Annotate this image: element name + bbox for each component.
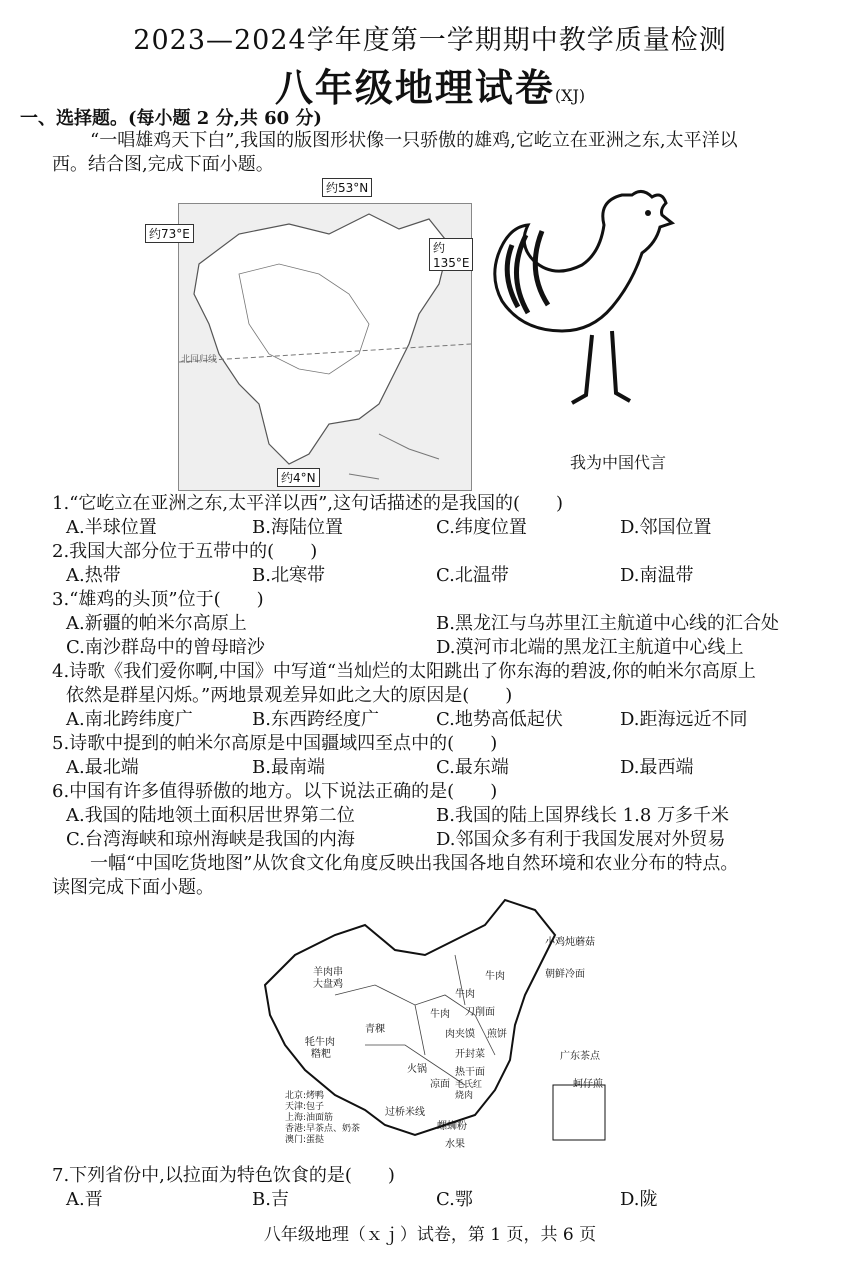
food-label: 牛肉 <box>455 989 475 1000</box>
option-c[interactable]: C.鄂 <box>436 1189 473 1210</box>
option-b[interactable]: B.最南端 <box>252 757 325 778</box>
option-b[interactable]: B.北寒带 <box>252 565 325 586</box>
food-label: 热干面 <box>455 1067 485 1078</box>
option-d[interactable]: D.距海远近不同 <box>620 709 748 730</box>
food-label: 广东茶点 <box>560 1051 600 1062</box>
food-legend: 北京:烤鸭 天津:包子 上海:油面筋 香港:早茶点、奶茶 澳门:蛋挞 <box>285 1091 361 1145</box>
tropic-label: 北回归线 <box>181 355 218 365</box>
option-d[interactable]: D.漠河市北端的黑龙江主航道中心线上 <box>436 637 744 658</box>
option-d[interactable]: D.陇 <box>620 1189 658 1210</box>
option-d[interactable]: D.邻国位置 <box>620 517 712 538</box>
food-label: 牦牛肉 <box>305 1037 335 1048</box>
option-d[interactable]: D.南温带 <box>620 565 694 586</box>
option-c[interactable]: C.地势高低起伏 <box>436 709 563 730</box>
food-label: 肉夹馍 <box>445 1029 475 1040</box>
option-a[interactable]: A.晋 <box>66 1189 103 1210</box>
food-label: 水果 <box>445 1139 465 1150</box>
rooster-caption: 我为中国代言 <box>570 453 667 472</box>
china-food-map <box>255 895 610 1150</box>
option-b[interactable]: B.海陆位置 <box>252 517 343 538</box>
food-label: 蚵仔煎 <box>573 1079 603 1090</box>
option-a[interactable]: A.热带 <box>66 565 121 586</box>
option-b[interactable]: B.黑龙江与乌苏里江主航道中心线的汇合处 <box>436 613 779 634</box>
china-extent-map <box>149 181 472 491</box>
intro-line: “一唱雄鸡天下白”,我国的版图形状像一只骄傲的雄鸡,它屹立在亚洲之东,太平洋以 <box>90 130 738 151</box>
question-stem-cont: 依然是群星闪烁。”两地景观差异如此之大的原因是( ) <box>66 685 513 706</box>
food-label: 螺蛳粉 <box>437 1121 467 1132</box>
option-b[interactable]: B.吉 <box>252 1189 289 1210</box>
intro-line: 读图完成下面小题。 <box>52 877 214 898</box>
food-label: 牛肉 <box>485 971 505 982</box>
food-label: 牛肉 <box>430 1009 450 1020</box>
page-footer: 八年级地理（ｘｊ）试卷，第 1 页，共 6 页 <box>263 1225 597 1245</box>
option-a[interactable]: A.半球位置 <box>66 517 157 538</box>
food-label: 过桥米线 <box>385 1107 425 1118</box>
food-label: 青稞 <box>365 1024 385 1035</box>
longitude-73e-label: 约73°E <box>145 224 194 243</box>
intro-line: 西。结合图,完成下面小题。 <box>52 154 274 175</box>
food-label: 羊肉串 <box>313 967 343 978</box>
exam-title: 八年级地理试卷(XJ) <box>274 65 586 110</box>
question-stem: 7.下列省份中,以拉面为特色饮食的是( ) <box>52 1165 395 1186</box>
option-a[interactable]: A.我国的陆地领土面积居世界第二位 <box>66 805 355 826</box>
food-label: 毛氏红烧肉 <box>455 1080 483 1101</box>
food-label: 大盘鸡 <box>313 979 343 990</box>
option-a[interactable]: A.南北跨纬度广 <box>66 709 193 730</box>
latitude-53n-label: 约53°N <box>322 178 372 197</box>
food-label: 小鸡炖蘑菇 <box>545 937 595 948</box>
option-a[interactable]: A.最北端 <box>66 757 139 778</box>
longitude-135e-label: 约135°E <box>429 238 473 271</box>
food-label: 凉面 <box>430 1079 450 1090</box>
food-label: 火锅 <box>407 1064 427 1075</box>
option-d[interactable]: D.邻国众多有利于我国发展对外贸易 <box>436 829 726 850</box>
edition-tag: (XJ) <box>554 86 586 105</box>
latitude-4n-label: 约4°N <box>277 468 320 487</box>
food-label: 糌粑 <box>311 1049 331 1060</box>
question-stem: 1.“它屹立在亚洲之东,太平洋以西”,这句话描述的是我国的( ) <box>52 493 564 514</box>
option-c[interactable]: C.最东端 <box>436 757 509 778</box>
question-stem: 6.中国有许多值得骄傲的地方。以下说法正确的是( ) <box>52 781 498 802</box>
intro-line: 一幅“中国吃货地图”从饮食文化角度反映出我国各地自然环境和农业分布的特点。 <box>90 853 739 874</box>
food-label: 开封菜 <box>455 1049 485 1060</box>
question-stem: 5.诗歌中提到的帕米尔高原是中国疆域四至点中的( ) <box>52 733 498 754</box>
question-stem: 4.诗歌《我们爱你啊,中国》中写道“当灿烂的太阳跳出了你东海的碧波,你的帕米尔高原上 <box>52 661 756 682</box>
section-heading: 一、选择题。(每小题 2 分,共 60 分) <box>20 108 322 129</box>
option-c[interactable]: C.北温带 <box>436 565 509 586</box>
option-c[interactable]: C.纬度位置 <box>436 517 527 538</box>
food-label: 煎饼 <box>487 1029 507 1040</box>
question-stem: 2.我国大部分位于五带中的( ) <box>52 541 318 562</box>
food-label: 朝鲜冷面 <box>545 969 585 980</box>
option-d[interactable]: D.最西端 <box>620 757 694 778</box>
question-stem: 3.“雄鸡的头顶”位于( ) <box>52 589 264 610</box>
rooster-illustration <box>492 185 692 425</box>
option-c[interactable]: C.南沙群岛中的曾母暗沙 <box>66 637 265 658</box>
option-b[interactable]: B.东西跨经度广 <box>252 709 379 730</box>
food-label: 刀削面 <box>465 1007 495 1018</box>
option-b[interactable]: B.我国的陆上国界线长 1.8 万多千米 <box>436 805 730 826</box>
option-a[interactable]: A.新疆的帕米尔高原上 <box>66 613 247 634</box>
exam-title-line1: 2023—2024学年度第一学期期中教学质量检测 <box>133 25 727 56</box>
option-c[interactable]: C.台湾海峡和琼州海峡是我国的内海 <box>66 829 355 850</box>
